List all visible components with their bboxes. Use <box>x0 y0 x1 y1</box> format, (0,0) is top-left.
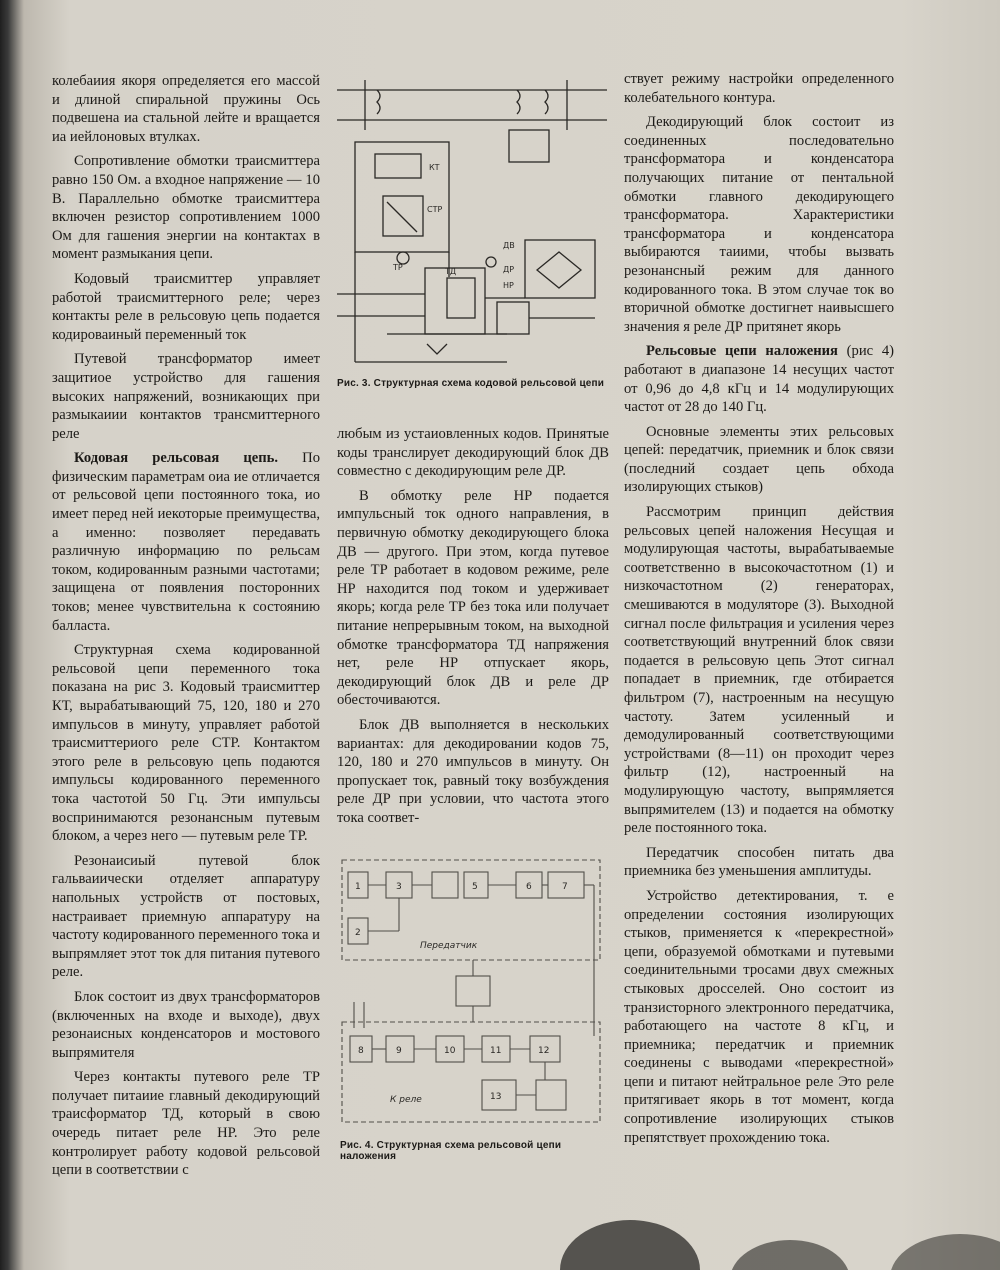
fig4-label-2: 2 <box>355 928 361 938</box>
paragraph <box>52 152 320 264</box>
fig4-label-5: 5 <box>472 882 478 892</box>
paragraph-text: Блок ДВ выполняется в нескольких вариантах: для декодировании кодов 75, 120, 180 и 270 импульсов в минуту. Он пропускает ток, равный току возбуждения реле ДР при условии, что частота этого тока соответ- <box>337 716 609 826</box>
fig3-label-str: СТР <box>427 205 443 214</box>
fig4-label-receiver: К реле <box>390 1095 422 1105</box>
fig4-label-3: 3 <box>396 882 402 892</box>
photo-shadow-decoration <box>560 1200 1000 1270</box>
fig4-label-6: 6 <box>526 882 532 892</box>
figure-4-caption: Рис. 4. Структурная схема рельсовой цепи наложения <box>340 1140 562 1162</box>
paragraph <box>624 503 894 838</box>
paragraph-heading: Кодовая рельсовая цепь. <box>74 450 279 467</box>
fig4-label-11: 11 <box>490 1046 502 1056</box>
paragraph-text: Кодовый траисмиттер управляет работой траисмиттерного реле; через контакты реле в рельсовую цепь подается кодироваиный переменный ток <box>52 270 320 343</box>
paragraph-text: По физическим параметрам оиа ие отличается от рельсовой цепи постоянного тока, ио имеет перед ней иекоторые преимущества, а именно: позволяет передавать различную информацию по рельсам током, кодированным разными частотами; защищена от появления посторонних токов; менее чувствительна к состоянию балласта. <box>52 450 320 634</box>
paragraph <box>624 423 894 497</box>
fig4-label-7: 7 <box>562 882 568 892</box>
paragraph-text: Блок состоит из двух трансформаторов (включенных на входе и выходе), двух резонаисных конденсаторов и мостового выпрямителя <box>52 988 320 1061</box>
paragraph <box>624 342 894 416</box>
figure-4-diagram <box>340 852 608 1132</box>
fig4-label-1: 1 <box>355 882 361 892</box>
fig3-label-dr: ДР <box>503 265 515 274</box>
text-column-2 <box>337 425 609 833</box>
paragraph <box>52 270 320 344</box>
paragraph-text: Сопротивление обмотки траисмиттера равно 150 Ом. а входное напряжение — 10 В. Параллельно обмотке траисмиттера включен резистор сопротивлением 1000 Ом для гашения энергии на контактах в момент размыкания цепи. <box>52 153 320 263</box>
paragraph <box>337 716 609 828</box>
paragraph <box>624 887 894 1147</box>
paragraph <box>52 852 320 982</box>
fig3-label-tr: ТР <box>393 263 403 272</box>
paragraph <box>52 350 320 443</box>
paragraph <box>52 988 320 1062</box>
paragraph-text: Путевой трансформатор имеет защитиое устройство для гашения высоких напряжений, возникающих при размыкаиии контактов трансмиттерного реле <box>52 351 320 442</box>
paragraph <box>624 70 894 107</box>
paragraph-text: В обмотку реле НР подается импульсный ток одного направления, в первичную обмотку декодирующего блока ДВ — другого. При этом, когда путевое реле ТР работает в кодовом режиме, реле НР находится под током и удерживает якорь; когда реле ТР без тока или получает питание непрерывным током, на выходной обмотке трансформатора ТД напряжения нет, реле НР отпускает якорь, декодирующий блок ДВ и реле ДР обесточиваются. <box>337 487 609 709</box>
paragraph-text: Рассмотрим принцип действия рельсовых цепей наложения Несущая и модулирующая частоты, вырабатываемые соответственно в высокочастотном (1) и низкочастотном (2) генераторах, смешиваются в модуляторе (3). Выходной сигнал после фильтрация и усиления через соответствующий внутренний блок связи подается в рельсовую цепь Этот сигнал попадает в приемник, где отбирается фильтром (7), настроенным на несущую частоту. Затем усиленный и демодулированный соответствующими устройствами (8—11) он проходит через фильтр (12), настроенный на модулирующую частоту, выпрямляется выпрямителем (13) и подается на обмотку реле постоянного тока. <box>624 504 894 837</box>
fig4-label-transmitter: Передатчик <box>420 941 478 951</box>
fig3-label-td: ТД <box>445 267 457 276</box>
fig4-label-13: 13 <box>490 1092 502 1102</box>
fig4-label-10: 10 <box>444 1046 456 1056</box>
paragraph-text: Передатчик способен питать два приемника без уменьшения амплитуды. <box>624 844 894 880</box>
paragraph <box>52 1068 320 1180</box>
paragraph-text: любым из устаиовленных кодов. Принятые коды транслирует декодирующий блок ДВ совместно с декодирующим реле ДР. <box>337 426 609 480</box>
paragraph <box>337 425 609 481</box>
paragraph <box>624 844 894 881</box>
paragraph-text: колебаиия якоря определяется его массой и длиной спиральной пружины Ось подвешена иа стальной лейте и вращается иа иейлоновых втулках. <box>52 73 320 145</box>
figure-3-caption: Рис. 3. Структурная схема кодовой рельсовой цепи <box>337 378 605 389</box>
paragraph-text: Структурная схема кодированной рельсовой цепи переменного тока показана на рис 3. Кодовый траисмиттер КТ, вырабатывающий 75, 120, 180 и 270 импульсов в минуту, управляет работой траисмиттериого реле СТР. Контактом этого реле в рельсовую цепь подаются импульсы кодированного переменного тока частотой 50 Гц. Эти импульсы воспринимаются резонансным путевым блоком, а через него — путевым реле ТР. <box>52 642 320 845</box>
paragraph <box>52 641 320 846</box>
fig4-label-8: 8 <box>358 1046 364 1056</box>
paragraph <box>52 449 320 635</box>
fig3-label-kt: КТ <box>429 163 440 172</box>
fig4-label-12: 12 <box>538 1046 550 1056</box>
paragraph-text: Резонаисиый путевой блок гальваиически отделяет аппаратуру напольных устройств от постовых, настраивает приемную аппаратуру на частоту кодированного переменного тока и выпрямляет этот ток для питания путевого реле. <box>52 852 320 981</box>
paragraph <box>624 113 894 336</box>
paragraph-heading: Рельсовые цепи наложения <box>646 343 838 360</box>
fig3-label-nr: НР <box>503 281 514 290</box>
paragraph-text: Через контакты путевого реле ТР получает питаиие главный декодирующий траисформатор ТД, который в свою очередь питает реле НР. Это реле контролирует работу кодовой рельсовой цепи в соответствии с <box>52 1069 320 1179</box>
paragraph-text: (рис 4) работают в диапазоне 14 несущих частот от 0,96 до 4,8 кГц и 14 модулирующих частот от 28 до 140 Гц. <box>624 343 894 416</box>
fig3-label-dv: ДВ <box>503 241 515 250</box>
text-column-1 <box>52 72 320 1186</box>
paragraph <box>337 487 609 710</box>
paragraph-text: Основные элементы этих рельсовых цепей: передатчик, приемник и блок связи (последний создает цепь обхода изолирующих стыков) <box>624 423 894 496</box>
figure-3-diagram <box>337 72 607 372</box>
paragraph-text: Устройство детектирования, т. е определении состояния изолирующих стыков, применяется к «перекрестной» цепи, образуемой обмотками и путевыми соединительными тросами двух смежных стыковых дросселей. Оно состоит из транзисторного электронного передатчика, работающего на частоте 8 кГц, и приемника; передатчик и приемник соединены с выводами «перекрестной» цепи и питают нейтральное реле Это реле притягивает якорь в тот момент, когда сопротивление изолирующих стыков препятствует прохождению тока. <box>624 887 894 1146</box>
paragraph <box>52 72 320 146</box>
paragraph-text: ствует режиму настройки определенного колебательного контура. <box>624 71 894 106</box>
fig4-label-9: 9 <box>396 1046 402 1056</box>
paragraph-text: Декодирующий блок состоит из соединенных последовательно трансформатора и конденсатора получающих питание от пентальной обмотки главного декодирующего трансформатора. Характеристики трансформатора и конденсатора выбираются таиими, чтобы вызвать резонансный режим для данного кодированного тока. В этом случае ток во вторичной обмотке достигнет наивысшего значения я реле ДР притянет якорь <box>624 114 894 335</box>
text-column-3 <box>624 70 894 1153</box>
